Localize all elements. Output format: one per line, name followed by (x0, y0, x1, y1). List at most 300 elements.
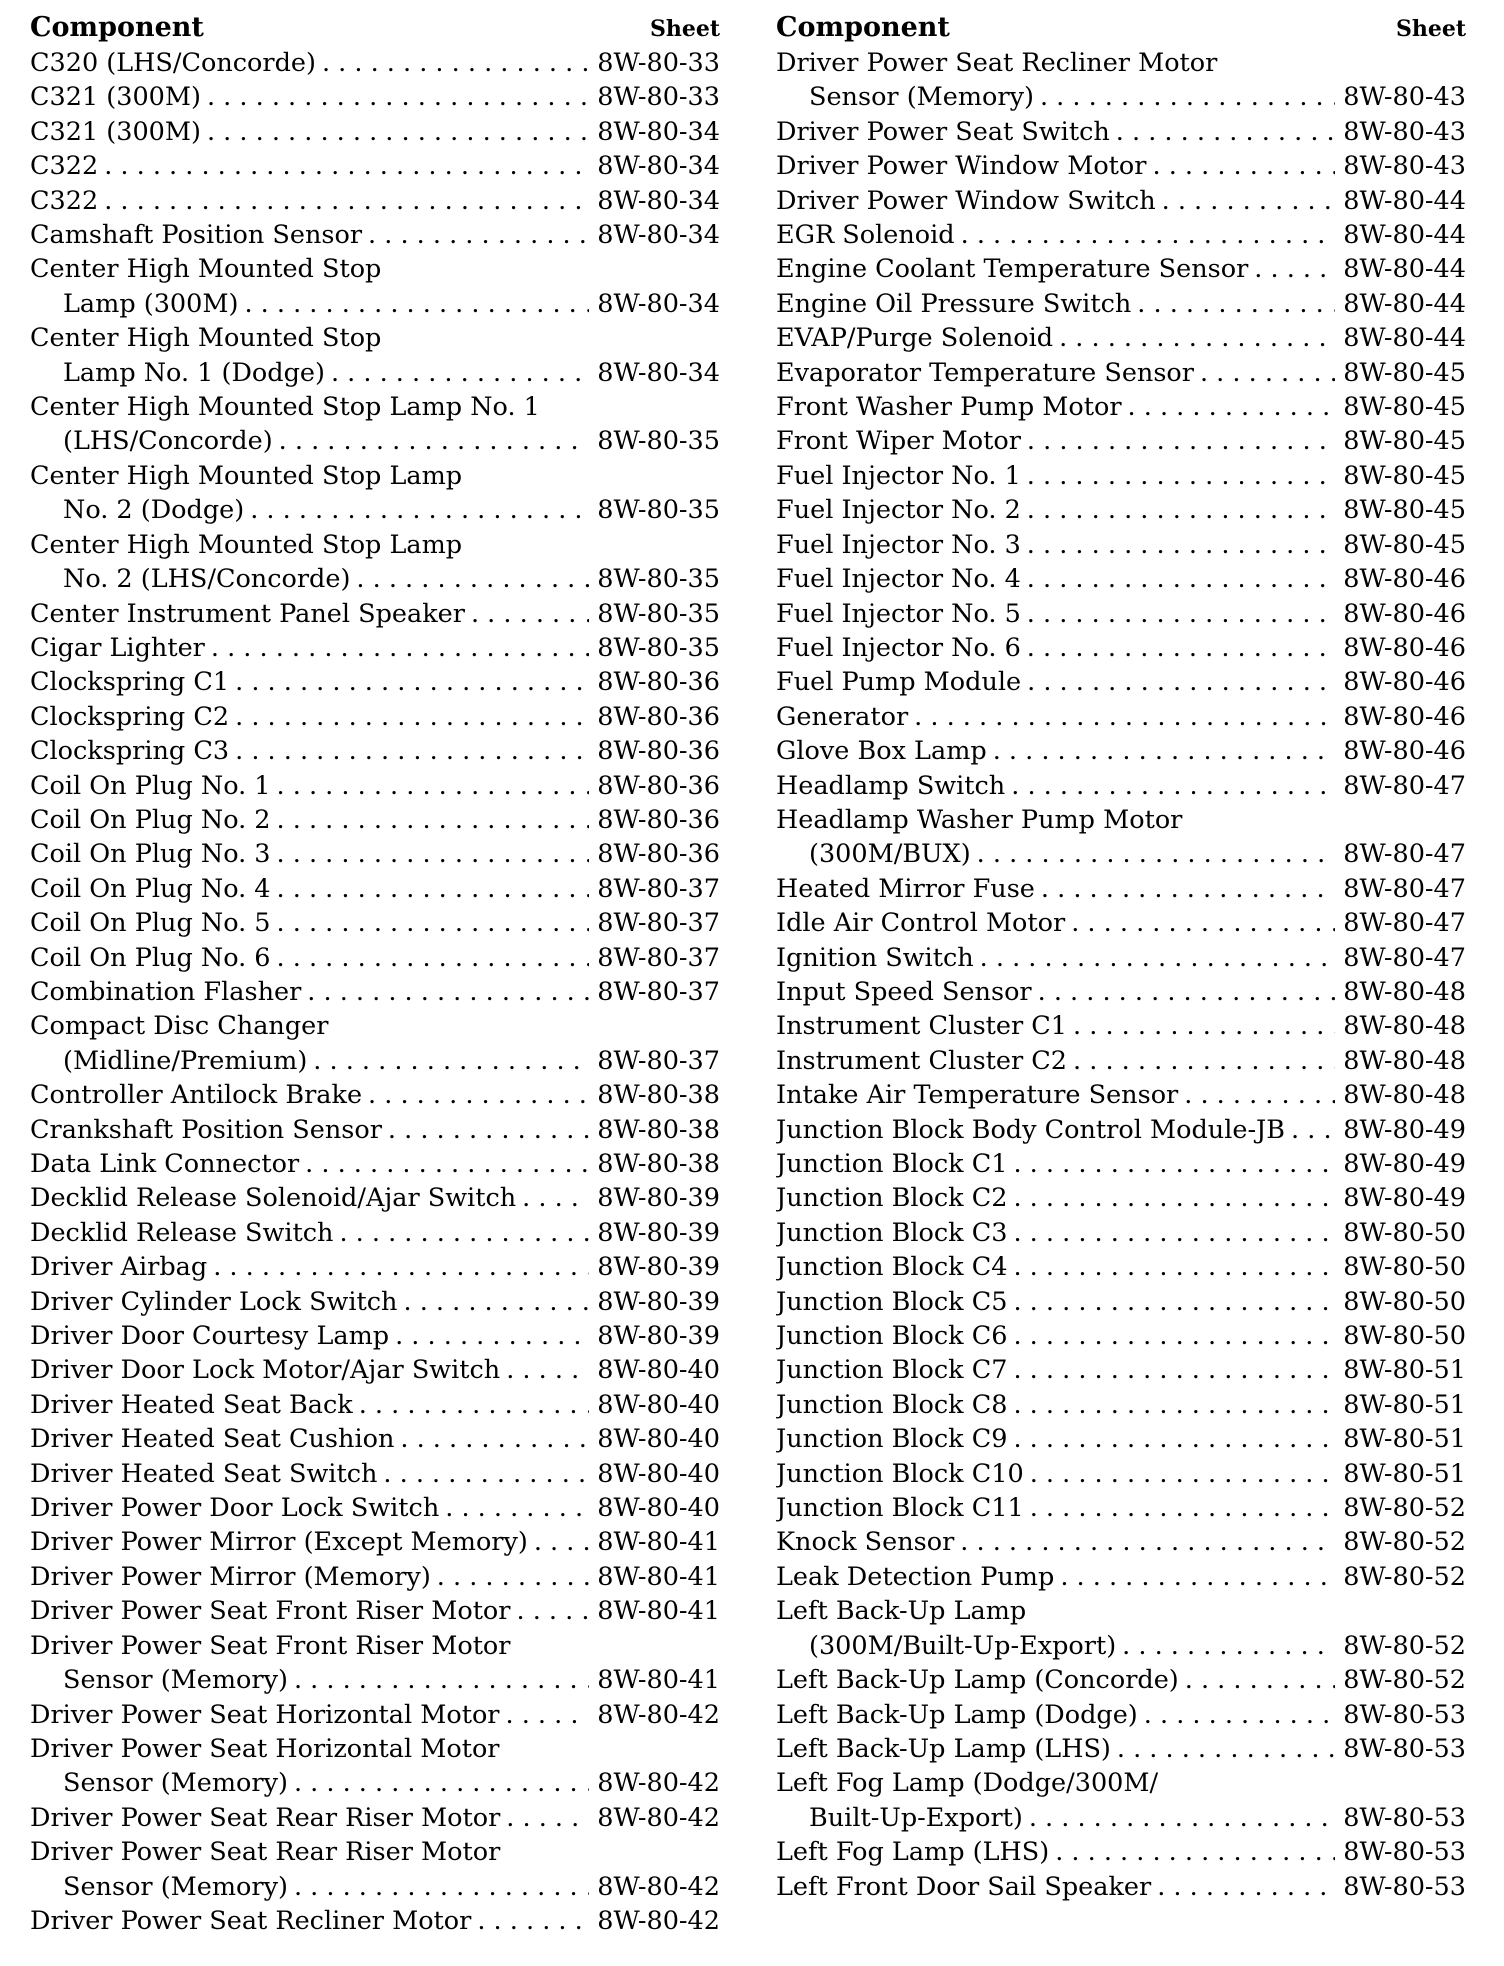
index-entry (30, 1078, 720, 1112)
dot-leader (477, 1904, 589, 1938)
sheet-number: 8W-80-43 (1343, 151, 1466, 182)
sheet-number: 8W-80-52 (1343, 1561, 1466, 1592)
index-entry (30, 941, 720, 975)
index-entry (776, 184, 1466, 218)
dot-leader (1117, 1732, 1335, 1766)
entry-line (776, 218, 1466, 252)
component-name: Left Front Door Sail Speaker (776, 1871, 1152, 1902)
entry-line (776, 287, 1466, 321)
component-name: Fuel Pump Module (776, 667, 1022, 698)
sheet-number: 8W-80-45 (1343, 426, 1466, 457)
sheet-number: 8W-80-52 (1343, 1527, 1466, 1558)
sheet-number: 8W-80-39 (597, 1286, 720, 1317)
dot-leader (516, 1594, 589, 1628)
sheet-number: 8W-80-51 (1343, 1424, 1466, 1455)
component-name: Left Fog Lamp (Dodge/300M/ (776, 1768, 1159, 1799)
component-name: Front Wiper Motor (776, 426, 1021, 457)
sheet-number: 8W-80-41 (597, 1665, 720, 1696)
sheet-number: 8W-80-42 (597, 1802, 720, 1833)
component-name: Center High Mounted Stop Lamp (30, 529, 463, 560)
component-name: Sensor (Memory) (63, 1871, 288, 1902)
dot-leader (322, 46, 589, 80)
entry-line (30, 803, 720, 837)
component-name: Junction Block C9 (776, 1424, 1008, 1455)
sheet-number: 8W-80-38 (597, 1149, 720, 1179)
entry-line (776, 493, 1466, 527)
sheet-number: 8W-80-36 (597, 770, 720, 801)
entry-continuation-line (30, 562, 720, 596)
sheet-number: 8W-80-36 (597, 667, 720, 698)
entry-continuation-line (30, 1663, 720, 1697)
sheet-number: 8W-80-47 (1343, 770, 1466, 801)
entry-line (30, 975, 720, 1009)
index-entry (30, 734, 720, 768)
entry-line (30, 941, 720, 975)
right-column (776, 12, 1466, 1904)
index-entry (776, 700, 1466, 734)
component-name: Lamp (300M) (63, 288, 239, 319)
index-entry (776, 1457, 1466, 1491)
entry-continuation-line (776, 1629, 1466, 1663)
entry-line (30, 1594, 720, 1628)
component-name: Clockspring C1 (30, 667, 230, 698)
sheet-heading: Sheet (1395, 16, 1466, 42)
component-name: C322 (30, 151, 99, 182)
dot-leader (213, 1250, 589, 1284)
dot-leader (1027, 665, 1335, 699)
entry-line (30, 184, 720, 218)
component-name: Junction Block C11 (776, 1493, 1024, 1524)
sheet-number: 8W-80-45 (1343, 392, 1466, 423)
entry-line (776, 1766, 1466, 1800)
component-name: Heated Mirror Fuse (776, 873, 1035, 904)
component-name: Center High Mounted Stop Lamp No. 1 (30, 392, 540, 423)
sheet-number: 8W-80-48 (1343, 976, 1466, 1007)
dot-leader (1040, 80, 1335, 114)
index-entry (30, 115, 720, 149)
index-entry (30, 1113, 720, 1147)
component-name: Compact Disc Changer (30, 1011, 329, 1042)
index-entry (776, 149, 1466, 183)
component-name: Leak Detection Pump (776, 1561, 1055, 1592)
sheet-number: 8W-80-44 (1343, 185, 1466, 216)
entry-line (776, 975, 1466, 1009)
entry-continuation-line (30, 493, 720, 527)
component-name: Data Link Connector (30, 1149, 300, 1179)
entry-line (30, 872, 720, 906)
component-name: Instrument Cluster C1 (776, 1011, 1068, 1042)
component-name: Junction Block C8 (776, 1389, 1008, 1420)
entry-line (30, 1319, 720, 1353)
dot-leader (977, 837, 1336, 871)
dot-leader (1027, 459, 1335, 493)
entry-line (776, 1181, 1466, 1215)
index-entry (30, 1353, 720, 1387)
dot-leader (368, 218, 589, 252)
component-name: Combination Flasher (30, 976, 302, 1007)
sheet-number: 8W-80-51 (1343, 1458, 1466, 1489)
index-entry (30, 1629, 720, 1698)
sheet-number: 8W-80-47 (1343, 908, 1466, 939)
entry-line (776, 803, 1466, 837)
component-name: Built-Up-Export) (809, 1802, 1023, 1833)
dot-leader (1041, 872, 1335, 906)
dot-leader (1027, 528, 1335, 562)
dot-leader (1030, 1491, 1336, 1525)
component-name: Sensor (Memory) (63, 1768, 288, 1799)
sheet-heading: Sheet (649, 16, 720, 42)
index-entry (30, 252, 720, 321)
sheet-number: 8W-80-44 (1343, 323, 1466, 354)
dot-leader (1152, 149, 1335, 183)
sheet-number: 8W-80-46 (1343, 564, 1466, 595)
index-entry (30, 837, 720, 871)
sheet-number: 8W-80-48 (1343, 1080, 1466, 1111)
index-entry (776, 1422, 1466, 1456)
sheet-number: 8W-80-40 (597, 1355, 720, 1386)
sheet-number: 8W-80-45 (1343, 357, 1466, 388)
component-name: Evaporator Temperature Sensor (776, 357, 1194, 388)
entry-line (30, 1835, 720, 1869)
component-name: Engine Oil Pressure Switch (776, 288, 1132, 319)
entry-continuation-line (776, 1801, 1466, 1835)
entry-line (776, 1525, 1466, 1559)
entry-line (30, 1525, 720, 1559)
component-name: Glove Box Lamp (776, 736, 987, 767)
dot-leader (1254, 252, 1335, 286)
index-entry (30, 1285, 720, 1319)
entry-line (30, 149, 720, 183)
component-name: Fuel Injector No. 6 (776, 632, 1021, 663)
component-name: Junction Block C5 (776, 1286, 1008, 1317)
right-column-header (776, 12, 1466, 46)
index-entry (776, 1147, 1466, 1181)
entry-line (776, 1870, 1466, 1904)
dot-leader (1184, 1078, 1335, 1112)
component-name: Headlamp Switch (776, 770, 1006, 801)
index-entry (30, 700, 720, 734)
entry-line (776, 1835, 1466, 1869)
dot-leader (388, 1113, 589, 1147)
index-entry (30, 1904, 720, 1938)
sheet-number: 8W-80-39 (597, 1321, 720, 1352)
entry-line (776, 700, 1466, 734)
component-name: Junction Block C2 (776, 1183, 1008, 1214)
sheet-number: 8W-80-45 (1343, 495, 1466, 526)
dot-leader (1157, 1870, 1335, 1904)
entry-line (776, 356, 1466, 390)
dot-leader (207, 115, 589, 149)
entry-line (776, 906, 1466, 940)
index-entry (30, 1388, 720, 1422)
index-entry (30, 1491, 720, 1525)
dot-leader (356, 562, 589, 596)
component-name: Instrument Cluster C2 (776, 1045, 1068, 1076)
entry-line (776, 1285, 1466, 1319)
sheet-number: 8W-80-39 (597, 1217, 720, 1248)
component-name: Ignition Switch (776, 942, 974, 973)
dot-leader (1144, 1698, 1336, 1732)
entry-line (776, 1698, 1466, 1732)
sheet-number: 8W-80-46 (1343, 632, 1466, 663)
sheet-number: 8W-80-37 (597, 873, 720, 904)
dot-leader (235, 700, 589, 734)
entry-line (776, 1422, 1466, 1456)
dot-leader (1059, 321, 1335, 355)
component-heading: Component (30, 12, 204, 43)
index-entry (776, 1388, 1466, 1422)
index-entry (30, 631, 720, 665)
sheet-number: 8W-80-37 (597, 942, 720, 973)
dot-leader (471, 597, 589, 631)
sheet-number: 8W-80-37 (597, 976, 720, 1007)
sheet-number: 8W-80-40 (597, 1493, 720, 1524)
dot-leader (400, 1422, 589, 1456)
entry-line (30, 1078, 720, 1112)
component-name: Junction Block C7 (776, 1355, 1008, 1386)
dot-leader (1162, 184, 1336, 218)
index-entry (776, 528, 1466, 562)
component-name: Junction Block C3 (776, 1217, 1008, 1248)
dot-leader (961, 218, 1336, 252)
component-name: Sensor (Memory) (809, 82, 1034, 113)
entry-continuation-line (776, 837, 1466, 871)
component-name: Driver Power Seat Recliner Motor (30, 1905, 472, 1936)
left-column-header (30, 12, 720, 46)
component-name: Driver Power Seat Front Riser Motor (30, 1630, 511, 1661)
dot-leader (305, 1147, 589, 1181)
entry-line (30, 769, 720, 803)
sheet-number: 8W-80-43 (1343, 82, 1466, 113)
sheet-number: 8W-80-36 (597, 839, 720, 870)
component-name: No. 2 (LHS/Concorde) (63, 564, 351, 595)
sheet-number: 8W-80-33 (597, 48, 720, 78)
entry-line (776, 1216, 1466, 1250)
index-entry (776, 115, 1466, 149)
entry-line (776, 734, 1466, 768)
sheet-number: 8W-80-42 (597, 1768, 720, 1799)
dot-leader (395, 1319, 589, 1353)
index-entry (30, 528, 720, 597)
sheet-number: 8W-80-40 (597, 1458, 720, 1489)
entry-line (776, 1147, 1466, 1181)
entry-line (776, 941, 1466, 975)
entry-line (30, 115, 720, 149)
component-name: EGR Solenoid (776, 220, 955, 251)
index-entry (776, 1044, 1466, 1078)
sheet-number: 8W-80-53 (1343, 1802, 1466, 1833)
component-name: Driver Power Door Lock Switch (30, 1493, 440, 1524)
sheet-number: 8W-80-50 (1343, 1252, 1466, 1283)
entry-line (776, 1113, 1466, 1147)
dot-leader (339, 1216, 589, 1250)
index-entry (776, 287, 1466, 321)
component-name: Headlamp Washer Pump Motor (776, 804, 1183, 835)
index-entry (776, 1285, 1466, 1319)
entry-line (776, 1457, 1466, 1491)
component-name: (300M/Built-Up-Export) (809, 1630, 1117, 1661)
sheet-number: 8W-80-46 (1343, 701, 1466, 732)
component-name: Driver Power Seat Horizontal Motor (30, 1733, 500, 1764)
index-entry (776, 1009, 1466, 1043)
index-entry (776, 1525, 1466, 1559)
sheet-number: 8W-80-47 (1343, 839, 1466, 870)
index-entry (776, 1732, 1466, 1766)
index-entry (776, 872, 1466, 906)
dot-leader (1013, 1147, 1335, 1181)
component-name: Coil On Plug No. 5 (30, 908, 271, 939)
dot-leader (294, 1663, 589, 1697)
sheet-number: 8W-80-45 (1343, 460, 1466, 491)
dot-leader (313, 1044, 589, 1078)
dot-leader (277, 769, 590, 803)
sheet-number: 8W-80-44 (1343, 254, 1466, 285)
sheet-number: 8W-80-48 (1343, 1011, 1466, 1042)
component-name: Driver Power Seat Rear Riser Motor (30, 1837, 501, 1868)
component-name: Knock Sensor (776, 1527, 955, 1558)
entry-line (30, 1422, 720, 1456)
dot-leader (993, 734, 1336, 768)
component-name: Driver Heated Seat Back (30, 1389, 353, 1420)
dot-leader (1128, 390, 1336, 424)
entry-line (30, 1560, 720, 1594)
entry-continuation-line (30, 424, 720, 458)
dot-leader (1013, 1285, 1335, 1319)
index-entry (776, 769, 1466, 803)
entry-line (30, 1732, 720, 1766)
dot-leader (383, 1457, 589, 1491)
component-name: Junction Block C4 (776, 1252, 1008, 1283)
component-name: Center High Mounted Stop (30, 254, 382, 285)
index-entry (776, 941, 1466, 975)
index-entry (776, 631, 1466, 665)
component-name: Driver Power Seat Switch (776, 116, 1110, 147)
component-name: Driver Power Seat Recliner Motor (776, 48, 1218, 78)
index-entry (30, 1147, 720, 1181)
sheet-number: 8W-80-50 (1343, 1321, 1466, 1352)
dot-leader (1013, 1181, 1335, 1215)
dot-leader (1122, 1629, 1335, 1663)
sheet-number: 8W-80-36 (597, 701, 720, 732)
entry-line (776, 769, 1466, 803)
index-entry (30, 46, 720, 80)
index-entry (30, 1457, 720, 1491)
index-entry (776, 1766, 1466, 1835)
dot-leader (1071, 906, 1335, 940)
sheet-number: 8W-80-33 (597, 82, 720, 113)
entry-line (30, 528, 720, 562)
component-name: Sensor (Memory) (63, 1665, 288, 1696)
entry-line (30, 1216, 720, 1250)
index-entry (776, 1835, 1466, 1869)
entry-line (776, 1078, 1466, 1112)
index-entry (776, 597, 1466, 631)
component-name: Fuel Injector No. 1 (776, 460, 1021, 491)
entry-line (30, 665, 720, 699)
component-name: Camshaft Position Sensor (30, 220, 363, 251)
sheet-number: 8W-80-51 (1343, 1389, 1466, 1420)
entry-continuation-line (30, 287, 720, 321)
sheet-number: 8W-80-47 (1343, 873, 1466, 904)
component-name: Intake Air Temperature Sensor (776, 1080, 1179, 1111)
entry-line (30, 252, 720, 286)
sheet-number: 8W-80-52 (1343, 1630, 1466, 1661)
index-entry (30, 597, 720, 631)
entry-line (30, 1904, 720, 1938)
entry-line (776, 1663, 1466, 1697)
sheet-number: 8W-80-53 (1343, 1837, 1466, 1868)
entry-continuation-line (776, 80, 1466, 114)
sheet-number: 8W-80-52 (1343, 1665, 1466, 1696)
dot-leader (1013, 1422, 1335, 1456)
entry-line (30, 1457, 720, 1491)
component-name: Driver Heated Seat Cushion (30, 1424, 395, 1455)
left-column (30, 12, 720, 1938)
dot-leader (104, 184, 589, 218)
sheet-number: 8W-80-52 (1343, 1493, 1466, 1524)
component-name: Driver Heated Seat Switch (30, 1458, 378, 1489)
entry-line (776, 459, 1466, 493)
sheet-number: 8W-80-47 (1343, 942, 1466, 973)
index-entry (776, 252, 1466, 286)
sheet-number: 8W-80-41 (597, 1527, 720, 1558)
component-name: Fuel Injector No. 3 (776, 529, 1021, 560)
index-entry (776, 803, 1466, 872)
index-entry (776, 1663, 1466, 1697)
sheet-number: 8W-80-35 (597, 632, 720, 663)
component-name: Coil On Plug No. 3 (30, 839, 271, 870)
entry-line (30, 1629, 720, 1663)
sheet-number: 8W-80-34 (597, 185, 720, 216)
entry-line (776, 1491, 1466, 1525)
entry-line (30, 1698, 720, 1732)
entry-line (776, 1388, 1466, 1422)
component-heading: Component (776, 12, 950, 43)
component-name: Front Washer Pump Motor (776, 392, 1122, 423)
entry-line (30, 1491, 720, 1525)
sheet-number: 8W-80-53 (1343, 1733, 1466, 1764)
entry-line (30, 1388, 720, 1422)
index-entry (776, 1113, 1466, 1147)
component-name: Center Instrument Panel Speaker (30, 598, 465, 629)
dot-leader (277, 906, 590, 940)
index-entry (776, 562, 1466, 596)
dot-leader (1291, 1113, 1335, 1147)
dot-leader (522, 1181, 589, 1215)
component-name: Crankshaft Position Sensor (30, 1114, 382, 1145)
component-name: Junction Block C6 (776, 1321, 1008, 1352)
index-entry (776, 1560, 1466, 1594)
index-entry (30, 184, 720, 218)
entry-line (776, 149, 1466, 183)
component-name: Driver Airbag (30, 1252, 208, 1283)
sheet-number: 8W-80-35 (597, 495, 720, 526)
entry-line (30, 1009, 720, 1043)
component-name: C321 (300M) (30, 82, 201, 113)
entry-continuation-line (30, 356, 720, 390)
component-name: Junction Block C1 (776, 1149, 1008, 1179)
sheet-number: 8W-80-34 (597, 357, 720, 388)
component-name: Coil On Plug No. 2 (30, 804, 271, 835)
index-entry (776, 1594, 1466, 1663)
component-name: Left Back-Up Lamp (776, 1596, 1027, 1627)
sheet-number: 8W-80-37 (597, 1045, 720, 1076)
entry-line (776, 115, 1466, 149)
component-name: Left Fog Lamp (LHS) (776, 1837, 1050, 1868)
entry-line (776, 1732, 1466, 1766)
index-entry (30, 1319, 720, 1353)
sheet-number: 8W-80-35 (597, 598, 720, 629)
